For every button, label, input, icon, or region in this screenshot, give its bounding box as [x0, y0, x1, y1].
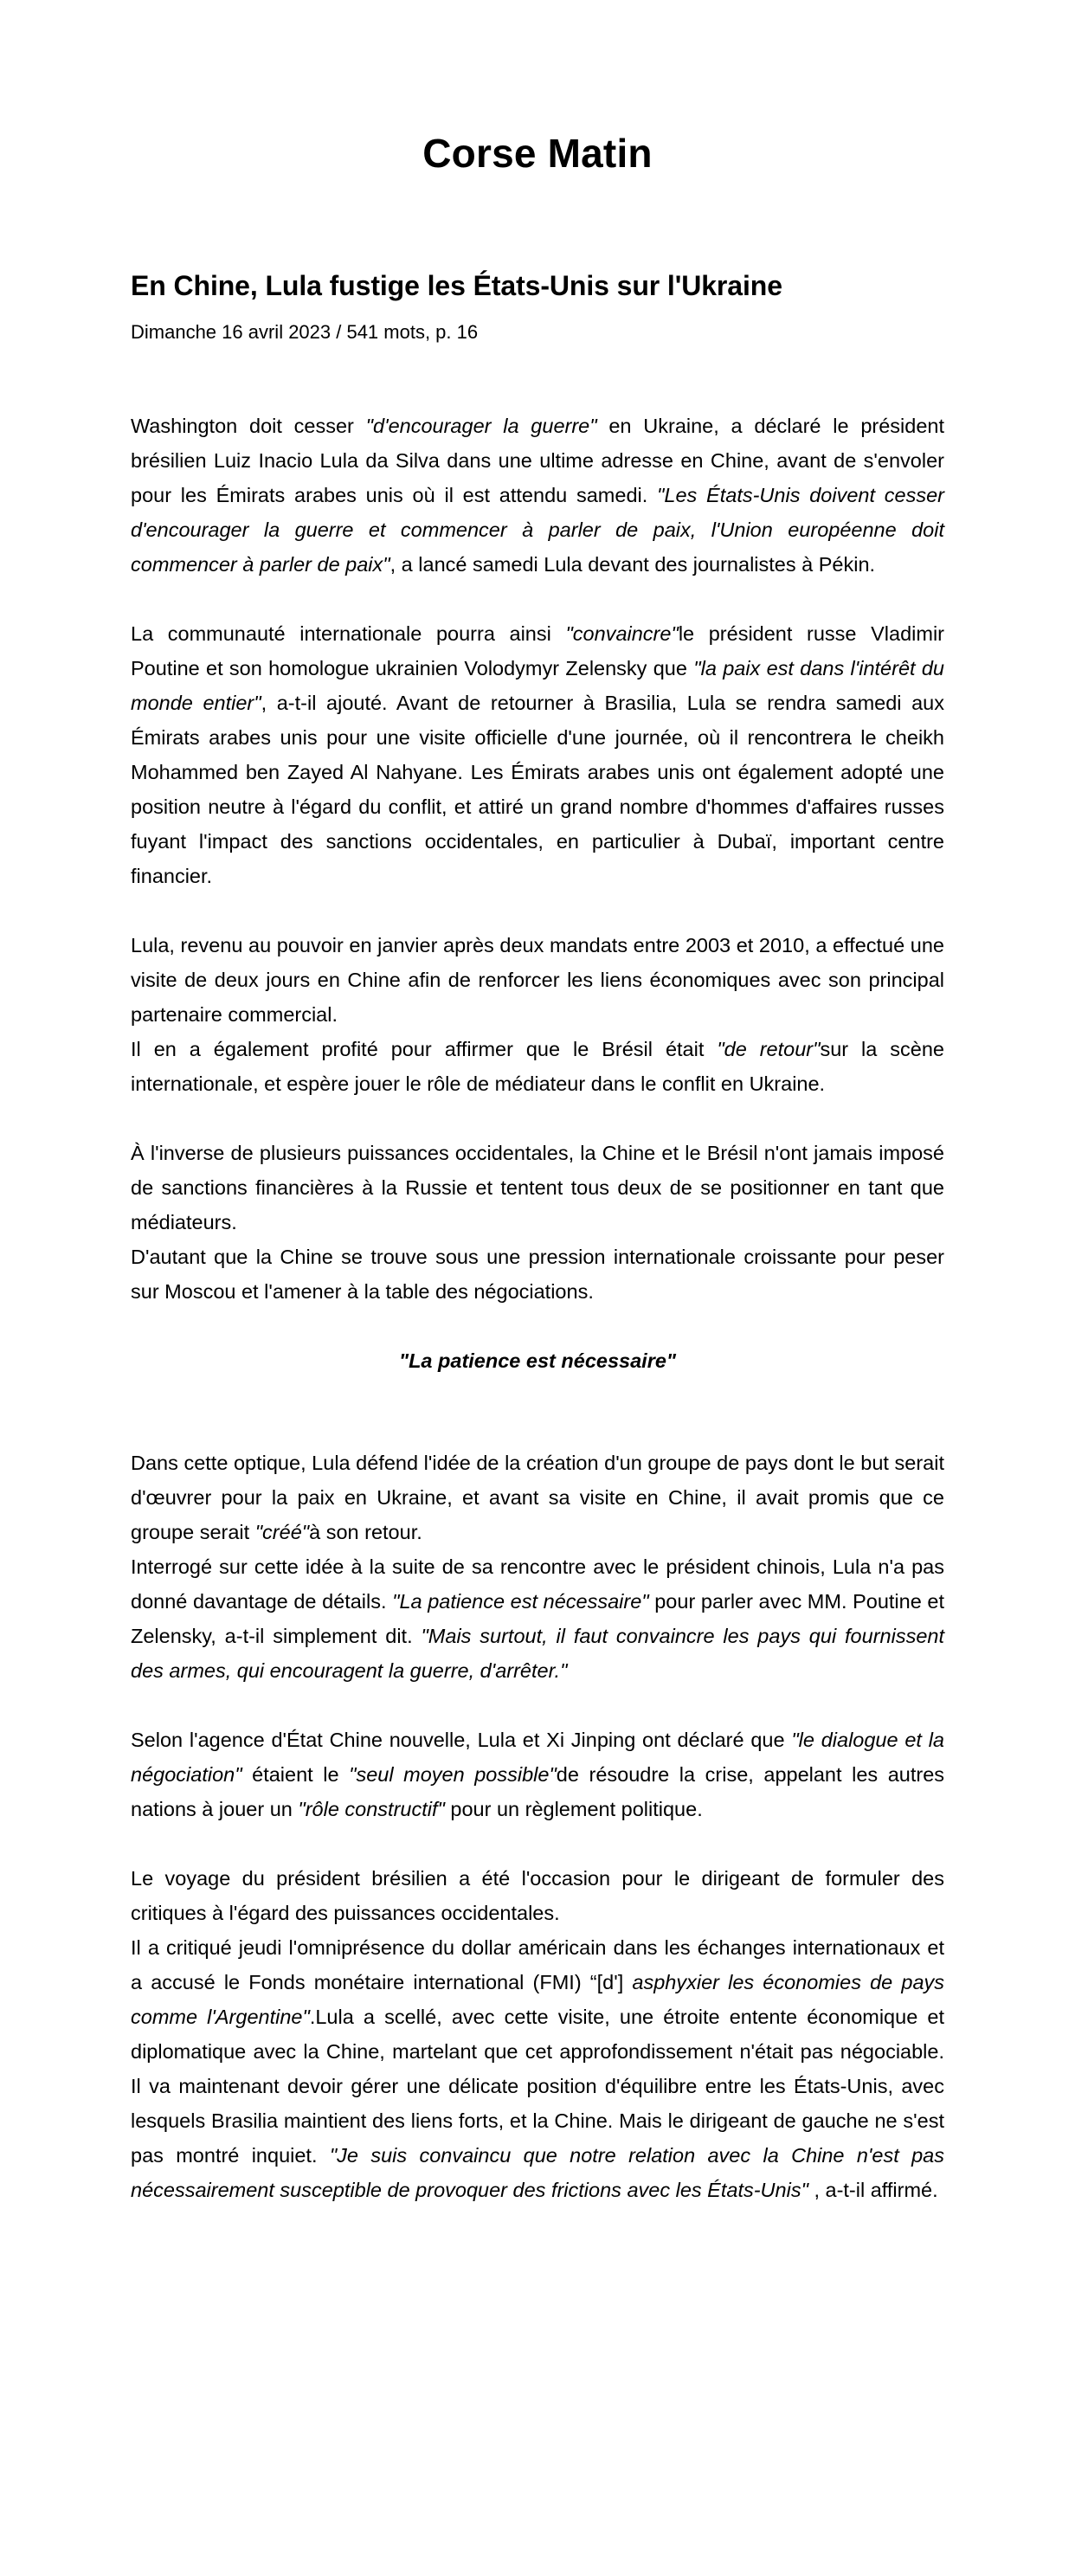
body-text: Le voyage du président brésilien a été l'occasion pour le dirigeant de formuler des critiques à l'égard des puissances occidentales.: [131, 1866, 944, 1924]
paragraph: [131, 1240, 944, 1309]
publication-masthead: Corse Matin: [422, 131, 653, 176]
quoted-text: "d'encourager la guerre": [365, 414, 597, 437]
paragraph: [131, 1861, 944, 1930]
body-text: D'autant que la Chine se trouve sous une pression internationale croissante pour peser sur Moscou et l'amener à la table des négociations.: [131, 1245, 944, 1303]
paragraph: [131, 409, 944, 582]
body-text: .Lula a scellé, avec cette visite, une étroite entente économique et diplomatique avec la Chine, martelant que cet approfondissement n'était pas négociable. Il va maintenant devoir gérer une délicate position d'équilibre entre les États-Unis, avec lesquels Brasilia maintient des liens forts, et la Chine. Mais le dirigeant de gauche ne s'est pas montré inquiet.: [131, 2005, 944, 2167]
body-text: , a-t-il affirmé.: [808, 2178, 938, 2201]
quoted-text: "créé": [254, 1520, 310, 1543]
quoted-text: "le dialogue et la négociation": [131, 1728, 944, 1786]
body-text: Il en a également profité pour affirmer que le Brésil était: [131, 1037, 718, 1060]
body-text: Interrogé sur cette idée à la suite de sa rencontre avec le président chinois, Lula n'a pas donné davantage de détails.: [131, 1555, 944, 1613]
body-text: Lula, revenu au pouvoir en janvier après deux mandats entre 2003 et 2010, a effectué une visite de deux jours en Chine afin de renforcer les liens économiques avec son principal partenaire commercial.: [131, 933, 944, 1026]
body-text: Washington doit cesser: [131, 414, 366, 437]
article-body: [131, 409, 944, 2207]
article-container: [131, 269, 944, 2207]
paragraph: [131, 1032, 944, 1101]
article-byline: Dimanche 16 avril 2023 / 541 mots, p. 16: [131, 321, 479, 344]
paragraph: [131, 1446, 944, 1549]
paragraph: [131, 1930, 944, 2207]
body-text: Il a critiqué jeudi l'omniprésence du dollar américain dans les échanges internationaux et a accusé le Fonds monétaire international (FMI) “[d']: [131, 1935, 944, 1993]
body-text: étaient le: [241, 1762, 350, 1786]
quoted-text: "convaincre": [565, 621, 679, 645]
quoted-text: "de retour": [717, 1037, 821, 1060]
paragraph: [131, 616, 944, 893]
body-text: à son retour.: [309, 1520, 422, 1543]
body-text: La communauté internationale pourra ainsi: [131, 621, 566, 645]
body-text: en Ukraine, a déclaré le président brésilien Luiz Inacio Lula da Silva dans une ultime adresse en Chine, avant de s'envoler pour les Émirats arabes unis où il est attendu samedi.: [131, 414, 944, 506]
quoted-text: "La patience est nécessaire": [392, 1589, 649, 1613]
body-text: sur la scène internationale, et espère jouer le rôle de médiateur dans le conflit en Ukraine.: [131, 1037, 944, 1095]
body-text: , a-t-il ajouté. Avant de retourner à Brasilia, Lula se rendra samedi aux Émirats arabes unis pour une visite officielle d'une journée, où il rencontrera le cheikh Mohammed ben Zayed Al Nahyane. Les Émirats arabes unis ont également adopté une position neutre à l'égard du conflit, et attiré un grand nombre d'hommes d'affaires russes fuyant l'impact des sanctions occidentales, en particulier à Dubaï, important centre financier.: [131, 691, 944, 887]
body-text: Selon l'agence d'État Chine nouvelle, Lula et Xi Jinping ont déclaré que: [131, 1728, 792, 1751]
quoted-text: "seul moyen possible": [349, 1762, 557, 1786]
body-text: de résoudre la crise, appelant les autres nations à jouer un: [131, 1762, 945, 1820]
article-subheading: "La patience est nécessaire": [398, 1349, 677, 1372]
body-text: À l'inverse de plusieurs puissances occidentales, la Chine et le Brésil n'ont jamais imposé de sanctions financières à la Russie et tentent tous deux de se positionner en tant que médiateurs.: [131, 1141, 944, 1233]
article-headline: En Chine, Lula fustige les États-Unis sur l'Ukraine: [131, 269, 782, 301]
paragraph: [131, 1136, 944, 1240]
quoted-text: asphyxier les économies de pays comme l'Argentine": [131, 1970, 945, 2028]
quoted-text: "la paix est dans l'intérêt du monde entier": [131, 656, 944, 714]
paragraph: [131, 928, 944, 1032]
body-text: Dans cette optique, Lula défend l'idée de la création d'un groupe de pays dont le but serait d'œuvrer pour la paix en Ukraine, et avant sa visite en Chine, il avait promis que ce groupe serait: [131, 1451, 944, 1543]
quoted-text: "Mais surtout, il faut convaincre les pays qui fournissent des armes, qui encouragent la guerre, d'arrêter.": [131, 1624, 944, 1682]
body-text: , a lancé samedi Lula devant des journalistes à Pékin.: [389, 552, 876, 576]
paragraph: [131, 1723, 944, 1826]
quoted-text: "rôle constructif": [298, 1797, 445, 1820]
body-text: pour parler avec MM. Poutine et Zelensky, a-t-il simplement dit.: [131, 1589, 944, 1647]
paragraph: [131, 1549, 944, 1688]
quoted-text: "Les États-Unis doivent cesser d'encourager la guerre et commencer à parler de paix, l'Union européenne doit commencer à parler de paix": [131, 483, 944, 576]
body-text: le président russe Vladimir Poutine et son homologue ukrainien Volodymyr Zelensky que: [131, 621, 944, 679]
quoted-text: "Je suis convaincu que notre relation avec la Chine n'est pas nécessairement susceptible de provoquer des frictions avec les États-Unis": [131, 2143, 944, 2201]
body-text: pour un règlement politique.: [444, 1797, 703, 1820]
